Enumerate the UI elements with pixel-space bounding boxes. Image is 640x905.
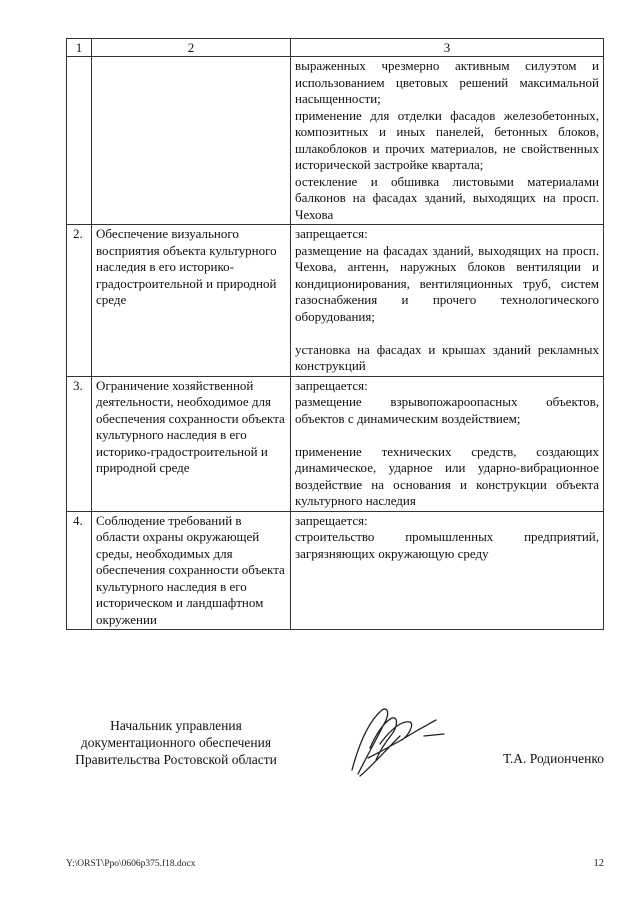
row-number: 3. — [67, 376, 92, 511]
table-row — [67, 57, 604, 225]
header-cell: 1 — [67, 39, 92, 57]
table-row — [67, 225, 604, 377]
restriction-text: установка на фасадах и крышах зданий рекламных конструкций — [295, 341, 599, 373]
signature-image — [340, 700, 450, 788]
restriction-cell — [291, 225, 604, 377]
row-number: 2. — [67, 225, 92, 377]
requirement-cell: Обеспечение визуального восприятия объекта культурного наследия в его историко-градостроительной и природной среде — [92, 225, 291, 377]
page-number: 12 — [593, 858, 604, 869]
restriction-cell — [291, 376, 604, 511]
header-cell: 2 — [92, 39, 291, 57]
header-cell: 3 — [291, 39, 604, 57]
table-row — [67, 511, 604, 630]
row-number: 4. — [67, 511, 92, 630]
restriction-head: запрещается: — [295, 512, 368, 528]
signatory-name: Т.А. Родионченко — [503, 751, 604, 766]
restriction-text: размещение взрывопожароопасных объектов, объектов с динамическим воздействием; — [295, 394, 599, 426]
file-path: Y:\ORST\Ppo\0606p375.f18.docx — [66, 859, 196, 869]
table-header-row — [67, 39, 604, 57]
restriction-cell — [291, 511, 604, 630]
restrictions-table — [66, 38, 604, 630]
signatory-title: Начальник управления документационного обеспечения Правительства Ростовской области — [75, 718, 277, 767]
restriction-text: применение для отделки фасадов железобетонных, композитных и иных панелей, бетонных блоков, шлакоблоков и прочих материалов, не свойственных исторической застройке квартала; — [295, 107, 599, 172]
table-row — [67, 376, 604, 511]
requirement-cell: Ограничение хозяйственной деятельности, необходимое для обеспечения сохранности объекта культурного наследия в его историко-градостроительной и природной среде — [92, 376, 291, 511]
restriction-text: выраженных чрезмерно активным силуэтом и использованием цветовых решений максимальной насыщенности; — [295, 58, 599, 106]
restriction-text: остекление и обшивка листовыми материалами балконов на фасадах зданий, выходящих на просп. Чехова — [295, 173, 599, 222]
restriction-head: запрещается: — [295, 377, 368, 393]
requirement-cell: Соблюдение требований в области охраны окружающей среды, необходимых для обеспечения сохранности объекта культурного наследия в его историческом и ландшафтном окружении — [92, 511, 291, 630]
restriction-text: применение технических средств, создающих динамическое, ударное или ударно-вибрационное воздействие на основания и конструкции объекта культурного наследия — [295, 443, 599, 508]
restriction-text: строительство промышленных предприятий, загрязняющих окружающую среду — [295, 529, 599, 561]
restriction-cell — [291, 57, 604, 225]
restriction-head: запрещается: — [295, 226, 368, 241]
restriction-text: размещение на фасадах зданий, выходящих на просп. Чехова, антенн, наружных блоков вентиляции и кондиционирования, вентиляционных труб, систем газоснабжения и прочего технологического оборудования; — [295, 242, 599, 324]
